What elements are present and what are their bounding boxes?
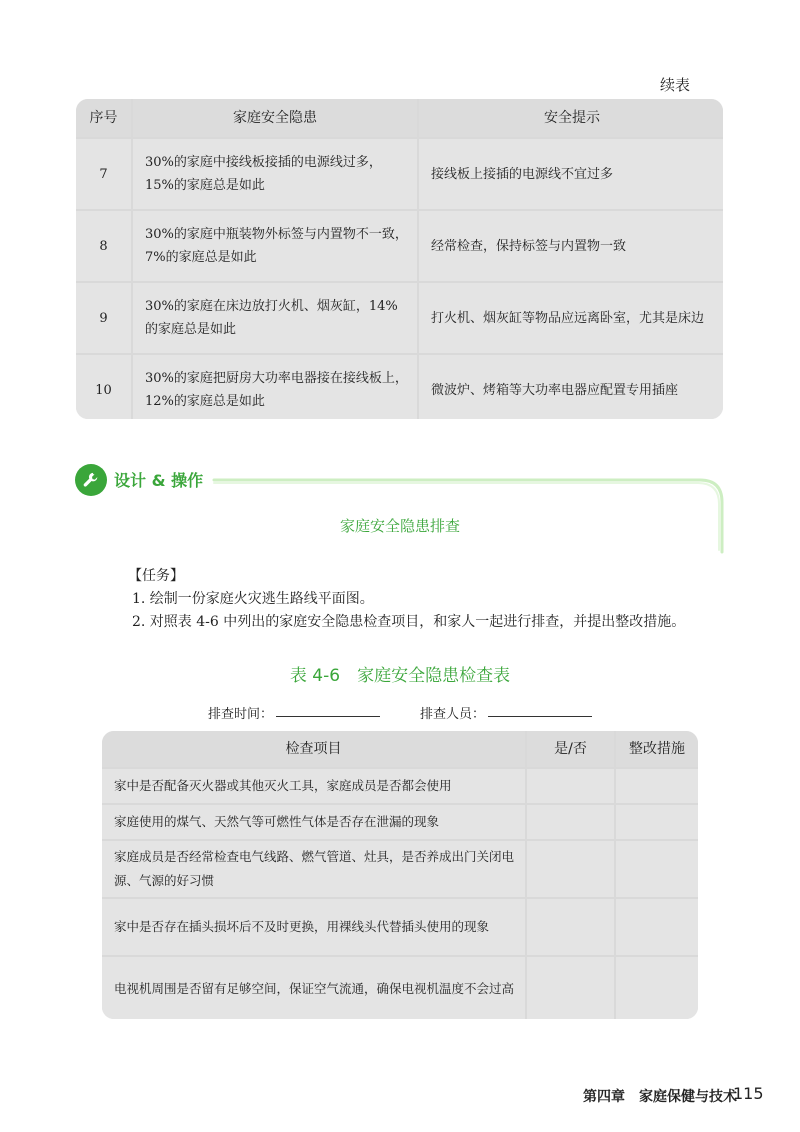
row-hazard: 30%的家庭在床边放打火机、烟灰缸，14%的家庭总是如此 bbox=[133, 283, 417, 353]
row-tip: 经常检查，保持标签与内置物一致 bbox=[419, 211, 723, 281]
row-hazard: 30%的家庭把厨房大功率电器接在接线板上，12%的家庭总是如此 bbox=[133, 355, 417, 419]
header-hazard: 家庭安全隐患 bbox=[133, 99, 417, 137]
row-tip: 打火机、烟灰缸等物品应远离卧室，尤其是床边 bbox=[419, 283, 723, 353]
check-item: 家中是否存在插头损坏后不及时更换，用裸线头代替插头使用的现象 bbox=[102, 899, 525, 955]
check-time-field[interactable] bbox=[276, 716, 380, 717]
checklist-table bbox=[102, 731, 698, 1019]
section-title: 设计 & 操作 bbox=[114, 471, 204, 490]
task-heading: 【任务】 bbox=[128, 568, 184, 584]
row-no: 8 bbox=[76, 211, 131, 281]
check-item: 家庭使用的煤气、天然气等可燃性气体是否存在泄漏的现象 bbox=[102, 805, 525, 839]
yes-no-cell[interactable] bbox=[527, 769, 614, 803]
check-time-label: 排查时间： bbox=[208, 707, 274, 722]
header-item: 检查项目 bbox=[102, 731, 525, 767]
yes-no-cell[interactable] bbox=[527, 805, 614, 839]
check-item: 家庭成员是否经常检查电气线路、燃气管道、灶具，是否养成出门关闭电源、气源的好习惯 bbox=[102, 841, 525, 897]
measures-cell[interactable] bbox=[616, 899, 698, 955]
footer-chapter: 第四章 家庭保健与技术 bbox=[583, 1089, 737, 1105]
table-title: 表 4-6 家庭安全隐患检查表 bbox=[289, 666, 511, 686]
wrench-icon bbox=[75, 464, 107, 496]
yes-no-cell[interactable] bbox=[527, 841, 614, 897]
measures-cell[interactable] bbox=[616, 769, 698, 803]
row-hazard: 30%的家庭中接线板接插的电源线过多，15%的家庭总是如此 bbox=[133, 139, 417, 209]
checker-label: 排查人员： bbox=[420, 707, 486, 722]
header-tip: 安全提示 bbox=[419, 99, 723, 137]
row-hazard: 30%的家庭中瓶装物外标签与内置物不一致，7%的家庭总是如此 bbox=[133, 211, 417, 281]
task-item: 2. 对照表 4-6 中列出的家庭安全隐患检查项目，和家人一起进行排查，并提出整改措施。 bbox=[132, 614, 686, 630]
row-no: 7 bbox=[76, 139, 131, 209]
task-item: 1. 绘制一份家庭火灾逃生路线平面图。 bbox=[132, 591, 374, 607]
measures-cell[interactable] bbox=[616, 805, 698, 839]
measures-cell[interactable] bbox=[616, 957, 698, 1019]
header-no: 序号 bbox=[76, 99, 131, 137]
check-item: 电视机周围是否留有足够空间，保证空气流通，确保电视机温度不会过高 bbox=[102, 957, 525, 1019]
row-no: 9 bbox=[76, 283, 131, 353]
task-title: 家庭安全隐患排查 bbox=[339, 517, 460, 535]
header-yes-no: 是/否 bbox=[527, 731, 614, 767]
page-number: 115 bbox=[733, 1084, 764, 1103]
yes-no-cell[interactable] bbox=[527, 957, 614, 1019]
measures-cell[interactable] bbox=[616, 841, 698, 897]
row-tip: 微波炉、烤箱等大功率电器应配置专用插座 bbox=[419, 355, 723, 419]
checker-field[interactable] bbox=[488, 716, 592, 717]
row-tip: 接线板上接插的电源线不宜过多 bbox=[419, 139, 723, 209]
check-item: 家中是否配备灭火器或其他灭火工具，家庭成员是否都会使用 bbox=[102, 769, 525, 803]
header-measures: 整改措施 bbox=[616, 731, 698, 767]
row-no: 10 bbox=[76, 355, 131, 419]
yes-no-cell[interactable] bbox=[527, 899, 614, 955]
continued-label: 续表 bbox=[660, 76, 691, 94]
